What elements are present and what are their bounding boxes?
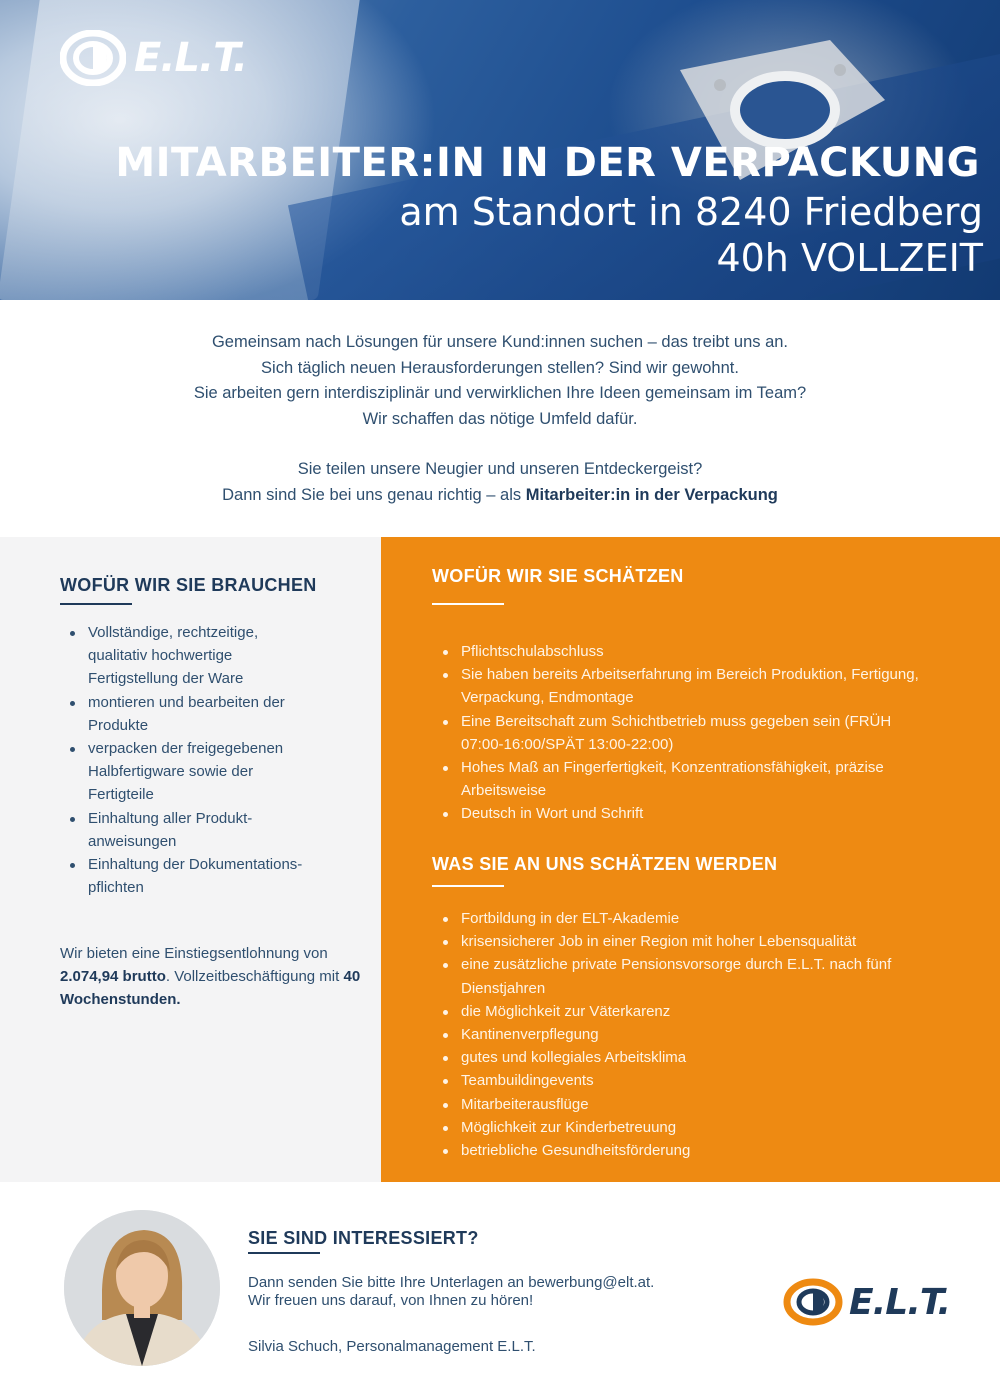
list-item: Einhaltung der Dokumentations-pflichten (60, 853, 320, 899)
requirements-section (381, 537, 1000, 1182)
tasks-list (60, 621, 320, 899)
job-title: MITARBEITER:IN IN DER VERPACKUNG (115, 140, 980, 186)
list-item: verpacken der freigegebenen Halbfertigware sowie der Fertigteile (60, 737, 320, 807)
intro-line: Sie arbeiten gern interdisziplinär und verwirklichen Ihre Ideen gemeinsam im Team? (193, 384, 807, 402)
requirements-list (432, 640, 932, 826)
application-instruction: Dann senden Sie bitte Ihre Unterlagen an bewerbung@elt.at. (248, 1274, 655, 1291)
weekly-hours: 40 Wochenstunden. (60, 968, 361, 1009)
benefits-heading: WAS SIE AN UNS SCHÄTZEN WERDEN (432, 854, 778, 874)
requirements-heading: WOFÜR WIR SIE SCHÄTZEN (432, 566, 684, 586)
contact-avatar (64, 1210, 220, 1366)
intro-line: Gemeinsam nach Lösungen für unsere Kund:innen suchen – das treibt uns an. (211, 333, 789, 351)
list-item: gutes und kollegiales Arbeitsklima (432, 1046, 932, 1069)
hero-banner (0, 0, 1000, 300)
list-item: Eine Bereitschaft zum Schichtbetrieb muss gegeben sein (FRÜH 07:00-16:00/SPÄT 13:00-22:00) (432, 710, 932, 756)
benefits-heading-rule (432, 885, 504, 887)
elt-logo-footer-icon (783, 1278, 843, 1326)
closing-note: Wir freuen uns darauf, von Ihnen zu hören! (248, 1292, 534, 1309)
contact-section (0, 1182, 1000, 1394)
tasks-heading-rule (60, 603, 132, 605)
intro-section (0, 300, 1000, 537)
list-item: montieren und bearbeiten der Produkte (60, 691, 320, 737)
elt-logo-icon (60, 30, 126, 86)
benefits-list (432, 907, 932, 1162)
contact-photo (64, 1210, 220, 1366)
list-item: Hohes Maß an Fingerfertigkeit, Konzentrationsfähigkeit, präzise Arbeitsweise (432, 756, 932, 802)
list-item: Mitarbeiterausflüge (432, 1093, 932, 1116)
requirements-heading-rule (432, 603, 504, 605)
intro-line: Wir schaffen das nötige Umfeld dafür. (362, 409, 638, 428)
list-item: krisensicherer Job in einer Region mit hoher Lebensqualität (432, 930, 932, 953)
tasks-section (0, 537, 381, 1182)
salary-amount: 2.074,94 brutto (60, 968, 166, 986)
list-item: eine zusätzliche private Pensionsvorsorge durch E.L.T. nach fünf Dienstjahren (432, 953, 932, 999)
list-item: Teambuildingevents (432, 1069, 932, 1092)
intro-closing (0, 483, 1000, 509)
job-location: am Standort in 8240 Friedberg (399, 190, 983, 234)
list-item: Deutsch in Wort und Schrift (432, 802, 932, 825)
salary-text: Wir bieten eine Einstiegsentlohnung von (60, 945, 328, 962)
list-item: betriebliche Gesundheitsförderung (432, 1139, 932, 1162)
list-item: Pflichtschulabschluss (432, 640, 932, 663)
elt-logo-text: E.L.T. (134, 35, 247, 81)
list-item: Vollständige, rechtzeitige, qualitativ hochwertige Fertigstellung der Ware (60, 621, 320, 691)
contact-heading: SIE SIND INTERESSIERT? (248, 1228, 479, 1248)
elt-logo-footer (783, 1278, 950, 1326)
intro-closing-text: Dann sind Sie bei uns genau richtig – als (222, 485, 526, 504)
list-item: Kantinenverpflegung (432, 1023, 932, 1046)
job-hours: 40h VOLLZEIT (716, 236, 983, 280)
tasks-heading: WOFÜR WIR SIE BRAUCHEN (60, 575, 317, 595)
intro-closing-role: Mitarbeiter:in in der Verpackung (525, 485, 778, 504)
salary-text-2: . Vollzeitbeschäftigung mit (165, 968, 344, 986)
contact-heading-rule (248, 1252, 320, 1254)
salary-offer (60, 942, 370, 1012)
contact-person: Silvia Schuch, Personalmanagement E.L.T. (248, 1338, 536, 1355)
intro-line: Sich täglich neuen Herausforderungen stellen? Sind wir gewohnt. (261, 358, 739, 377)
intro-question: Sie teilen unsere Neugier und unseren Entdeckergeist? (297, 460, 703, 478)
list-item: Sie haben bereits Arbeitserfahrung im Bereich Produktion, Fertigung, Verpackung, Endmontage (432, 663, 932, 709)
list-item: Möglichkeit zur Kinderbetreuung (432, 1116, 932, 1139)
list-item: Fortbildung in der ELT-Akademie (432, 907, 932, 930)
list-item: Einhaltung aller Produkt-anweisungen (60, 807, 320, 853)
elt-logo (60, 30, 247, 86)
list-item: die Möglichkeit zur Väterkarenz (432, 1000, 932, 1023)
elt-logo-footer-text: E.L.T. (849, 1281, 950, 1323)
